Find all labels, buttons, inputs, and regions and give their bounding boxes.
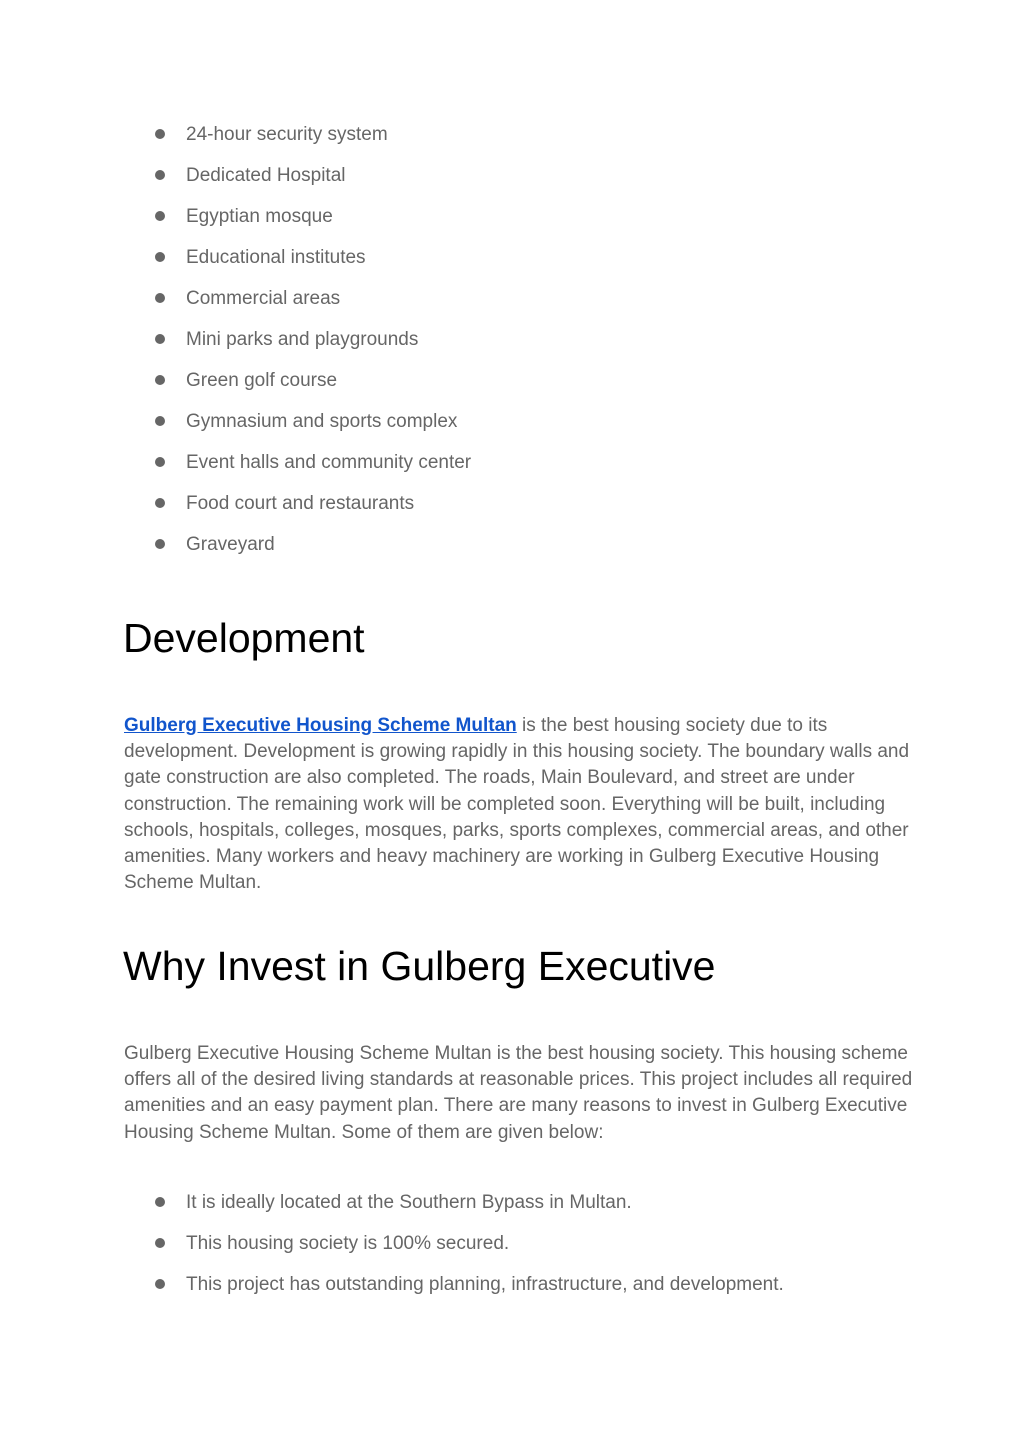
- list-item: [124, 123, 471, 164]
- list-item-text: Event halls and community center: [186, 452, 472, 473]
- list-item: [124, 1232, 784, 1273]
- bullet-icon: [155, 416, 165, 426]
- list-item: [124, 492, 471, 533]
- list-item-text: Food court and restaurants: [186, 493, 415, 514]
- bullet-icon: [155, 1238, 165, 1248]
- list-item: [124, 1273, 784, 1314]
- bullet-icon: [155, 1197, 165, 1207]
- list-item-text: 24-hour security system: [186, 124, 388, 145]
- list-item-text: Gymnasium and sports complex: [186, 411, 458, 432]
- list-item: [124, 164, 471, 205]
- list-item: [124, 328, 471, 369]
- bullet-icon: [155, 334, 165, 344]
- list-item-text: Dedicated Hospital: [186, 165, 346, 186]
- bullet-icon: [155, 1279, 165, 1289]
- development-heading: Development: [123, 615, 365, 661]
- bullet-icon: [155, 129, 165, 139]
- list-item-text: Green golf course: [186, 370, 338, 391]
- list-item: [124, 533, 471, 574]
- list-item: [124, 205, 471, 246]
- bullet-icon: [155, 293, 165, 303]
- list-item: [124, 287, 471, 328]
- list-item-text: Mini parks and playgrounds: [186, 329, 419, 350]
- list-item-text: Educational institutes: [186, 247, 366, 268]
- amenities-list: [124, 123, 471, 574]
- bullet-icon: [155, 539, 165, 549]
- reasons-list: [124, 1191, 784, 1314]
- bullet-icon: [155, 211, 165, 221]
- gulberg-executive-link[interactable]: Gulberg Executive Housing Scheme Multan: [124, 715, 517, 736]
- list-item: [124, 369, 471, 410]
- list-item-text: This housing society is 100% secured.: [186, 1233, 510, 1254]
- bullet-icon: [155, 498, 165, 508]
- bullet-icon: [155, 457, 165, 467]
- list-item-text: Egyptian mosque: [186, 206, 333, 227]
- bullet-icon: [155, 170, 165, 180]
- list-item: [124, 451, 471, 492]
- list-item: [124, 246, 471, 287]
- development-body-text: is the best housing society due to its development. Development is growing rapidly in this housing society. The boundary walls and gate construction are also completed. The roads, Main Boulevard, and street are under construction. The remaining work will be completed soon. Everything will be built, including schools, hospitals, colleges, mosques, parks, sports complexes, commercial areas, and other amenities. Many workers and heavy machinery are working in Gulberg Executive Housing Scheme Multan.: [124, 715, 910, 894]
- why-invest-heading: Why Invest in Gulberg Executive: [123, 943, 716, 989]
- list-item: [124, 410, 471, 451]
- list-item-text: This project has outstanding planning, infrastructure, and development.: [186, 1274, 784, 1295]
- why-invest-paragraph: Gulberg Executive Housing Scheme Multan is the best housing society. This housing scheme offers all of the desired living standards at reasonable prices. This project includes all required amenities and an easy payment plan. There are many reasons to invest in Gulberg Executive Housing Scheme Multan. Some of them are given below:: [124, 1043, 913, 1143]
- list-item-text: Graveyard: [186, 534, 275, 555]
- list-item: [124, 1191, 784, 1232]
- bullet-icon: [155, 252, 165, 262]
- development-paragraph: [124, 713, 914, 896]
- bullet-icon: [155, 375, 165, 385]
- list-item-text: It is ideally located at the Southern Bypass in Multan.: [186, 1192, 632, 1213]
- list-item-text: Commercial areas: [186, 288, 341, 309]
